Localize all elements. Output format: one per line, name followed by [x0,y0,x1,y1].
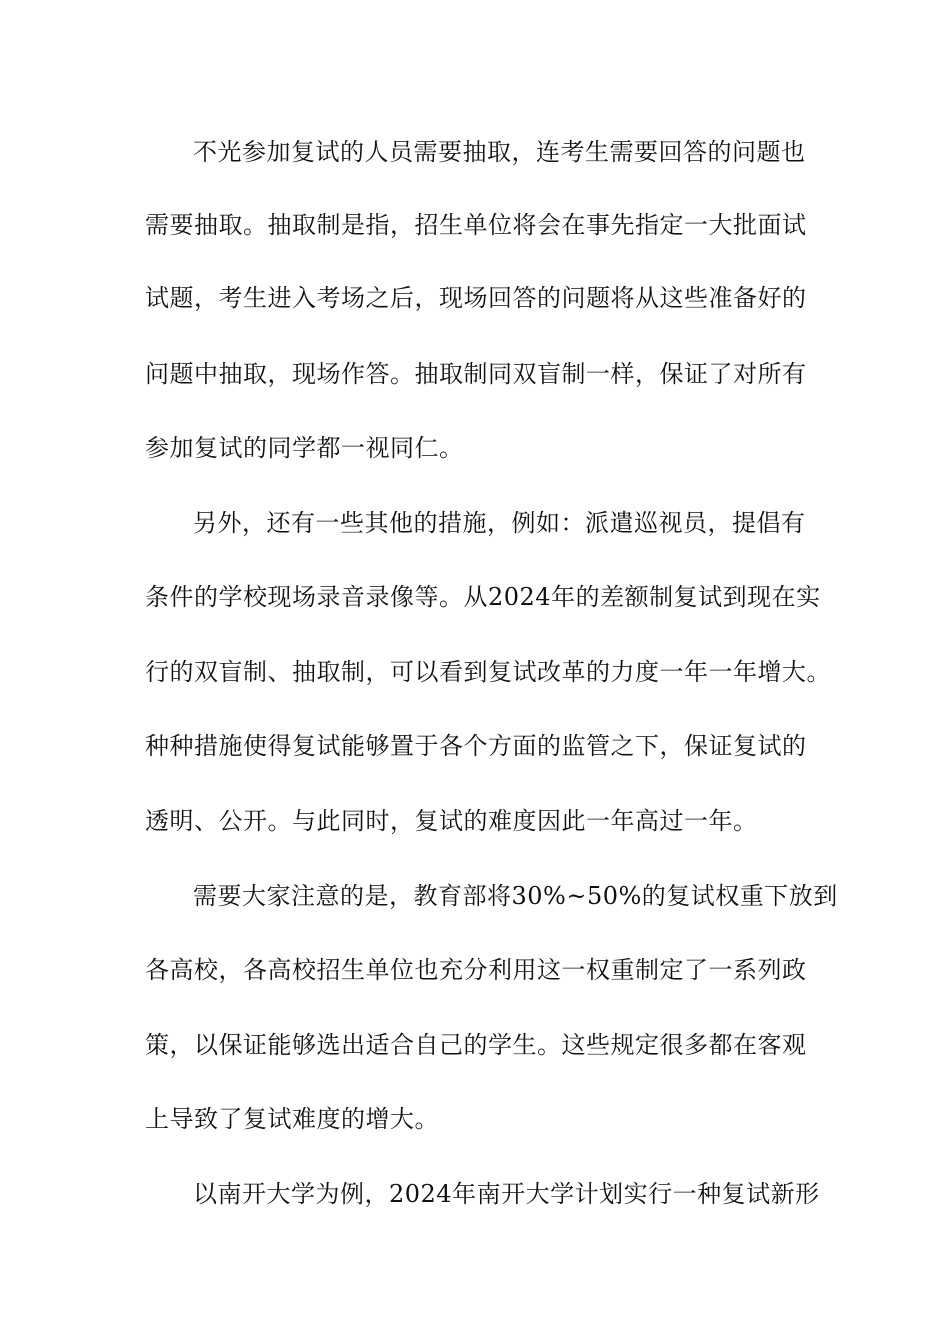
paragraph-1-line-4: 问题中抽取，现场作答。抽取制同双盲制一样，保证了对所有 [145,360,807,388]
paragraph-2-line-1: 另外，还有一些其他的措施，例如：派遣巡视员，提倡有 [193,509,806,537]
paragraph-2-line-3: 行的双盲制、抽取制，可以看到复试改革的力度一年一年增大。 [145,658,831,686]
paragraph-3-line-2: 各高校，各高校招生单位也充分利用这一权重制定了一系列政 [145,956,807,984]
paragraph-1-line-1: 不光参加复试的人员需要抽取，连考生需要回答的问题也 [193,138,806,166]
paragraph-3-line-3: 策，以保证能够选出适合自己的学生。这些规定很多都在客观 [145,1031,807,1059]
paragraph-3-line-4: 上导致了复试难度的增大。 [145,1105,439,1133]
paragraph-4-line-1: 以南开大学为例，2024年南开大学计划实行一种复试新形 [193,1180,820,1208]
paragraph-1-line-3: 试题，考生进入考场之后，现场回答的问题将从这些准备好的 [145,284,807,312]
paragraph-1-line-5: 参加复试的同学都一视同仁。 [145,434,464,462]
paragraph-2-line-2: 条件的学校现场录音录像等。从2024年的差额制复试到现在实 [145,583,821,611]
paragraph-1-line-2: 需要抽取。抽取制是指，招生单位将会在事先指定一大批面试 [145,211,807,239]
paragraph-2-line-4: 种种措施使得复试能够置于各个方面的监管之下，保证复试的 [145,732,807,760]
paragraph-2-line-5: 透明、公开。与此同时，复试的难度因此一年高过一年。 [145,807,758,835]
paragraph-3-line-1: 需要大家注意的是，教育部将30%~50%的复试权重下放到 [193,882,838,910]
